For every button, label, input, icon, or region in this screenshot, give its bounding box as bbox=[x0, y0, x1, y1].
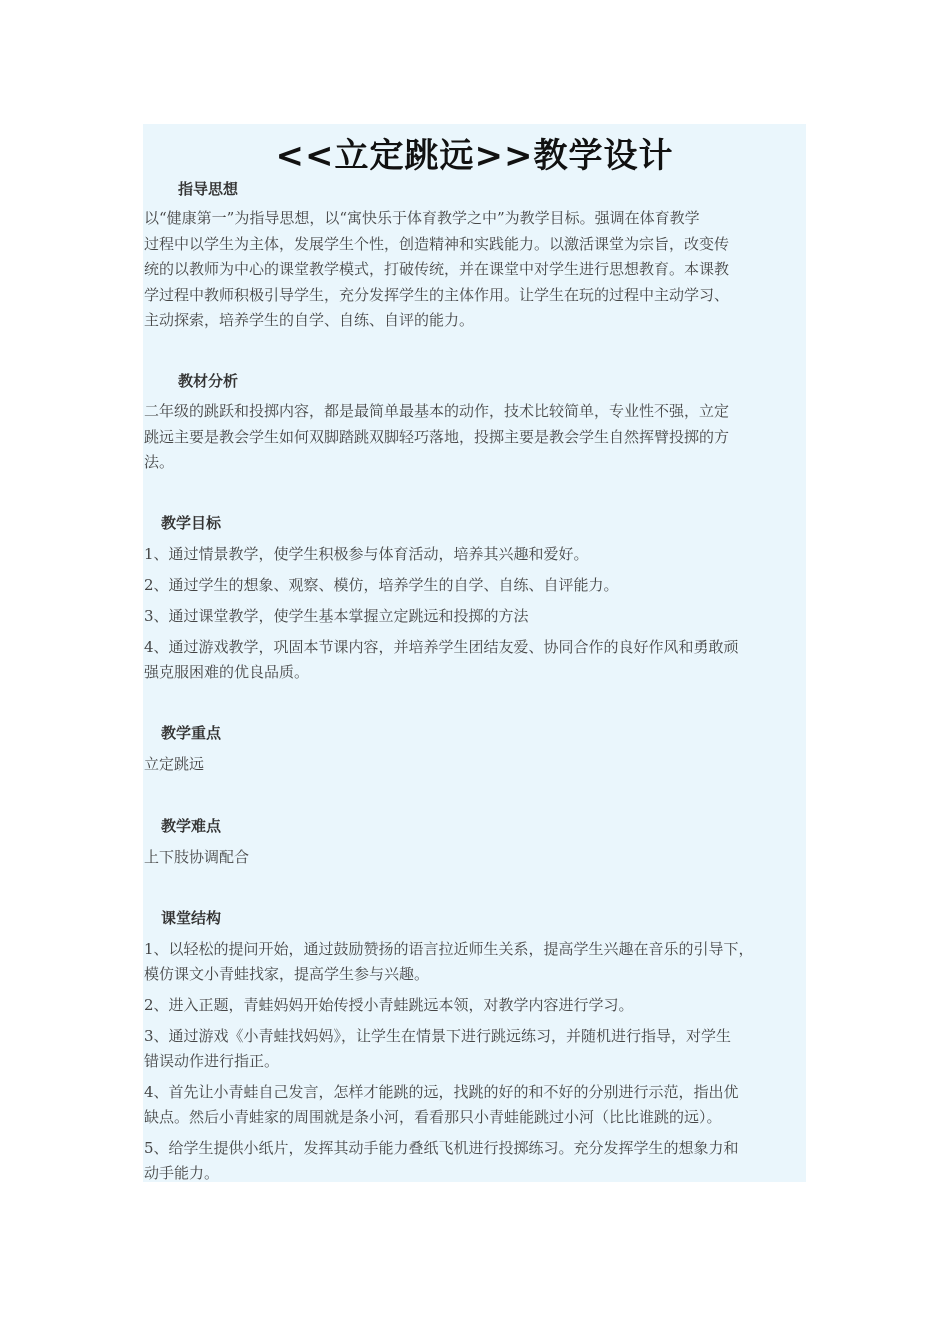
guiding-line: 以“健康第一”为指导思想，以“寓快乐于体育教学之中”为教学目标。强调在体育教学 bbox=[144, 209, 700, 227]
structure-item-continued: 模仿课文小青蛙找家，提高学生参与兴趣。 bbox=[144, 965, 430, 983]
guiding-line: 主动探索，培养学生的自学、自练、自评的能力。 bbox=[144, 311, 475, 329]
material-line: 二年级的跳跃和投掷内容，都是最简单最基本的动作，技术比较简单，专业性不强，立定 bbox=[144, 402, 730, 420]
structure-item-continued: 错误动作进行指正。 bbox=[144, 1052, 280, 1070]
guiding-line: 学过程中教师积极引导学生，充分发挥学生的主体作用。让学生在玩的过程中主动学习、 bbox=[144, 286, 730, 304]
guiding-line: 过程中以学生为主体，发展学生个性，创造精神和实践能力。以激活课堂为宗旨，改变传 bbox=[144, 235, 730, 253]
goal-item: 1、通过情景教学，使学生积极参与体育活动，培养其兴趣和爱好。 bbox=[144, 545, 589, 563]
key-point-text: 立定跳远 bbox=[144, 755, 205, 773]
structure-item: 1、以轻松的提问开始，通过鼓励赞扬的语言拉近师生关系，提高学生兴趣在音乐的引导下， bbox=[144, 940, 754, 958]
heading-material: 教材分析 bbox=[178, 372, 239, 390]
goal-item: 2、通过学生的想象、观察、模仿，培养学生的自学、自练、自评能力。 bbox=[144, 576, 619, 594]
guiding-line: 统的以教师为中心的课堂教学模式，打破传统，并在课堂中对学生进行思想教育。本课教 bbox=[144, 260, 730, 278]
difficulty-text: 上下肢协调配合 bbox=[144, 848, 250, 866]
structure-item: 2、进入正题，青蛙妈妈开始传授小青蛙跳远本领，对教学内容进行学习。 bbox=[144, 996, 634, 1014]
structure-item: 5、给学生提供小纸片，发挥其动手能力叠纸飞机进行投掷练习。充分发挥学生的想象力和 bbox=[144, 1139, 739, 1157]
structure-item: 4、首先让小青蛙自己发言，怎样才能跳的远，找跳的好的和不好的分别进行示范，指出优 bbox=[144, 1083, 739, 1101]
heading-goals: 教学目标 bbox=[161, 514, 222, 532]
goal-item: 4、通过游戏教学，巩固本节课内容，并培养学生团结友爱、协同合作的良好作风和勇敢顽 bbox=[144, 638, 739, 656]
heading-difficulty: 教学难点 bbox=[161, 817, 222, 835]
document-title: <<立定跳远>>教学设计 bbox=[275, 136, 674, 176]
structure-item-continued: 缺点。然后小青蛙家的周围就是条小河，看看那只小青蛙能跳过小河（比比谁跳的远）。 bbox=[144, 1108, 722, 1126]
heading-structure: 课堂结构 bbox=[161, 909, 222, 927]
structure-item-continued: 动手能力。 bbox=[144, 1164, 220, 1182]
structure-item: 3、通过游戏《小青蛙找妈妈》，让学生在情景下进行跳远练习，并随机进行指导，对学生 bbox=[144, 1027, 732, 1045]
heading-key-point: 教学重点 bbox=[161, 724, 222, 742]
material-line: 法。 bbox=[144, 453, 175, 471]
goal-item-continued: 强克服困难的优良品质。 bbox=[144, 663, 310, 681]
heading-guiding: 指导思想 bbox=[178, 180, 239, 198]
material-line: 跳远主要是教会学生如何双脚踏跳双脚轻巧落地，投掷主要是教会学生自然挥臂投掷的方 bbox=[144, 428, 730, 446]
goal-item: 3、通过课堂教学，使学生基本掌握立定跳远和投掷的方法 bbox=[144, 607, 529, 625]
